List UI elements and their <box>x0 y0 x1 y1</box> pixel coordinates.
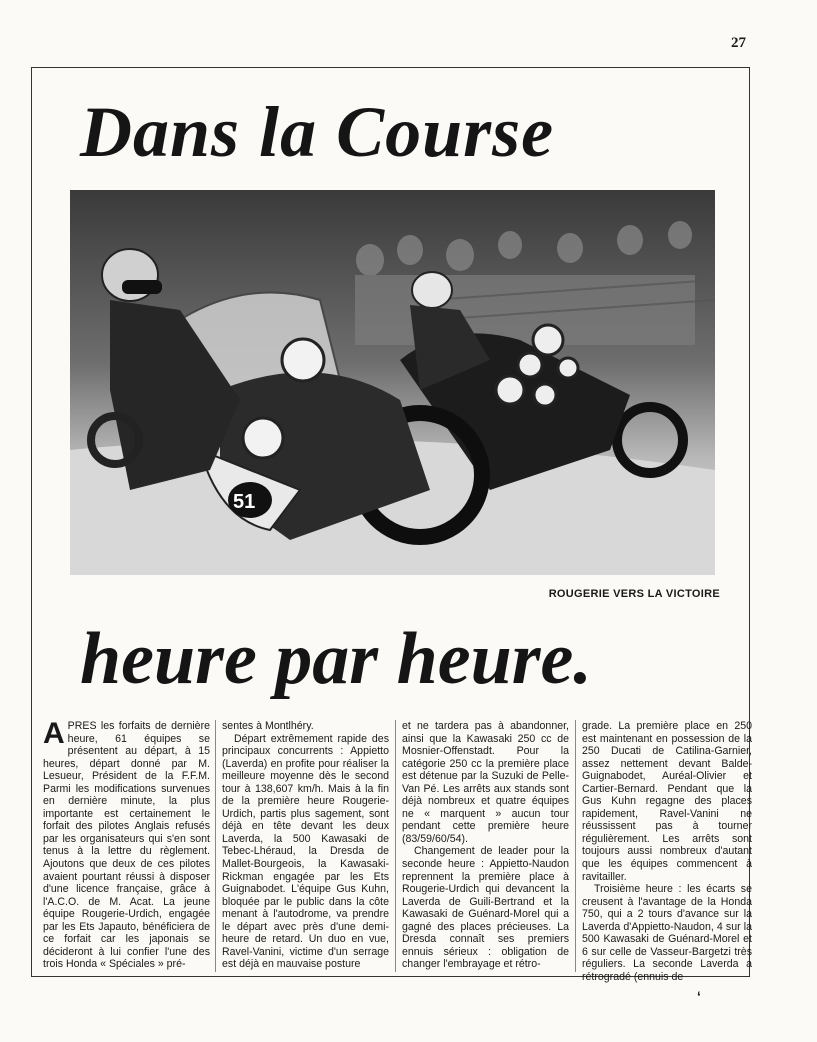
photo-caption: ROUGERIE VERS LA VICTOIRE <box>548 588 720 600</box>
paragraph: Troisième heure : les écarts se creusent à l'avantage de la Honda 750, qui a 2 tours d'avance sur la Laverda d'Appietto-Naudon, 4 sur la 500 Kawasaki de Guénard-Morel et 6 sur celle de Vasseur-Bargetzi très réguliers. La seconde Laverda a rétrogradé (ennuis de <box>582 883 752 983</box>
page-number: 27 <box>731 35 746 51</box>
headline-top: Dans la Course <box>80 92 555 172</box>
article-column-2 <box>215 720 389 972</box>
paragraph: Changement de leader pour la seconde heure : Appietto-Naudon reprennent la première place à Rougerie-Urdich qui devancent la Laverda de Guili-Bertrand et la Kawasaki de Guénard-Morel qui a gagné des places précieuses. La Dresda connaît ses premiers ennuis sérieux : obligation de changer l'embrayage et rétro- <box>402 845 569 971</box>
article-body <box>43 717 755 983</box>
paragraph: et ne tardera pas à abandonner, ainsi que la Kawasaki 250 cc de Mosnier-Offenstadt. Pour la catégorie 250 cc la première place est détenue par la Suzuki de Pelle-Van Pé. Les arrêts aux stands sont déjà nombreux et quatre équipes ne « marquent » aucun tour pendant cette première heure (83/59/60/54). <box>402 720 569 845</box>
headline-bottom: heure par heure. <box>80 618 592 700</box>
article-column-1 <box>43 717 210 972</box>
article-column-3 <box>395 720 569 972</box>
race-photo <box>70 190 715 575</box>
paragraph: grade. La première place en 250 est maintenant en possession de la 250 Ducati de Catilina-Garnier, assez nettement devant Balde-Guignabodet, Auréal-Olivier et Cartier-Bernard. Pendant que la Gus Kuhn regagne des places rapidement, Ravel-Vanini ne réussissent pas à tourner régulièrement. Les arrêts sont toujours aussi nombreux d'autant que les équipes commencent à ravitailler. <box>582 720 752 883</box>
bike-number-text: 51 <box>233 491 256 513</box>
article-column-4 <box>575 720 752 983</box>
footer-mark: ʻ <box>697 988 701 1004</box>
paragraph: Départ extrêmement rapide des principaux concurrents : Appietto (Laverda) en profite pour réaliser la meilleure moyenne dès le second tour à 138,607 km/h. Mais à la fin de la première heure Rougerie-Urdich, partis plus sagement, sont déjà en tête devant les deux Laverda, la 500 Kawasaki de Tebec-Lhéraud, la Dresda de Mallet-Bourgeois, la Kawasaki-Rickman engagée par les Ets Guignabodet. L'équipe Gus Kuhn, bloquée par le public dans la côte menant à l'autodrome, va prendre le départ avec près d'une demi-heure de retard. Un duo en vue, Ravel-Vanini, victime d'un serrage est déjà en mauvaise posture <box>222 732 389 971</box>
paragraph: sentes à Montlhéry. <box>222 720 314 732</box>
paragraph: PRES les forfaits de dernière heure, 61 équipes se présentent au départ, à 15 heures, départ donné par M. Lesueur, Président de la F.F.M. Parmi les modifications survenues en dernière minute, la plus importante est certainement le forfait des pilotes Anglais refusés par les organisateurs qui s'en sont tenus à la lettre du règlement. Ajoutons que deux de ces pilotes avaient pourtant réussi à disposer d'une licence française, grâce à l'A.C.O. de M. Acat. La jeune équipe Rougerie-Urdich, engagée par les Ets Japauto, bénéficiera de ce forfait car les japonais se décideront à lui confier l'une des trois Honda « Spéciales » pré- <box>43 720 210 971</box>
dropcap: A <box>43 717 65 750</box>
